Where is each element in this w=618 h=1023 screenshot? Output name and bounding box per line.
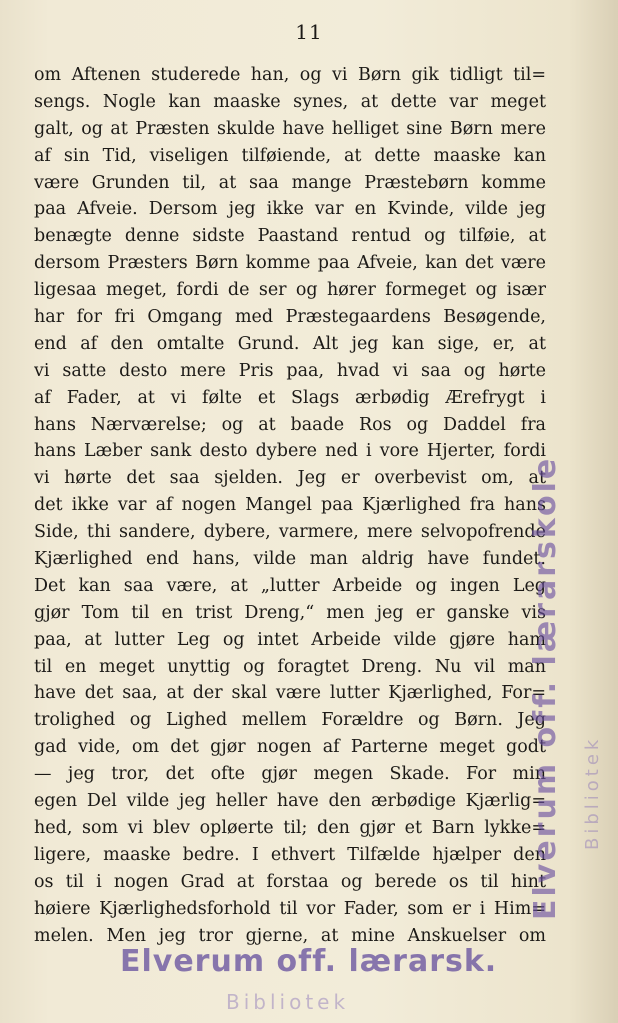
text-line: — jeg tror, det ofte gjør megen Skade. For min [34, 764, 546, 785]
text-line: melen. Men jeg tror gjerne, at mine Anskuelser om [34, 925, 546, 946]
text-line: hans Læber sank desto dybere ned i vore Hjerter, fordi [34, 441, 546, 462]
text-line: gad vide, om det gjør nogen af Parterne meget godt [34, 737, 546, 758]
text-line: gjør Tom til en trist Dreng,“ men jeg er ganske vis [34, 602, 546, 623]
text-line: os til i nogen Grad at forstaa og berede os til hint [34, 871, 546, 892]
text-line: paa Afveie. Dersom jeg ikke var en Kvinde, vilde jeg [34, 199, 546, 220]
text-line: end af den omtalte Grund. Alt jeg kan sige, er, at [34, 333, 546, 354]
text-line: vi satte desto mere Pris paa, hvad vi saa og hørte [34, 360, 546, 381]
text-line: galt, og at Præsten skulde have helliget sine Børn mere [34, 118, 546, 139]
text-line: vi hørte det saa sjelden. Jeg er overbevist om, at [34, 468, 546, 489]
text-line: Det kan saa være, at „lutter Arbeide og ingen Leg [34, 575, 546, 596]
text-line: høiere Kjærlighedsforhold til vor Fader, som er i Him= [34, 898, 546, 919]
text-line: trolighed og Lighed mellem Forældre og Børn. Jeg [34, 710, 546, 731]
text-line: benægte denne sidste Paastand rentud og tilføie, at [34, 226, 546, 247]
text-line: ligesaa meget, fordi de ser og hører formeget og især [34, 280, 546, 301]
text-line: hans Nærværelse; og at baade Ros og Daddel fra [34, 414, 546, 435]
text-line: dersom Præsters Børn komme paa Afveie, kan det være [34, 253, 546, 274]
text-line: have det saa, at der skal være lutter Kjærlighed, For= [34, 683, 546, 704]
text-line: hed, som vi blev opløerte til; den gjør et Barn lykke= [34, 817, 546, 838]
text-line: egen Del vilde jeg heller have den ærbødige Kjærlig= [34, 791, 546, 812]
library-stamp-vertical: Elverum off. lærarskole [528, 455, 563, 920]
text-line: det ikke var af nogen Mangel paa Kjærlighed fra hans [34, 495, 546, 516]
text-line: paa, at lutter Leg og intet Arbeide vilde gjøre ham [34, 629, 546, 650]
text-line: til en meget unyttig og foragtet Dreng. Nu vil man [34, 656, 546, 677]
text-line: Kjærlighed end hans, vilde man aldrig have fundet. [34, 549, 546, 570]
library-stamp-bottom-small: Bibliotek [226, 990, 350, 1014]
library-stamp-vertical-small: Bibliotek [582, 735, 603, 850]
text-line: om Aftenen studerede han, og vi Børn gik tidligt til= [34, 65, 546, 85]
text-line: være Grunden til, at saa mange Præstebørn komme [34, 172, 546, 193]
text-line: sengs. Nogle kan maaske synes, at dette var meget [34, 91, 546, 112]
text-line: af Fader, at vi følte et Slags ærbødig Ærefrygt i [34, 387, 546, 408]
text-line: ligere, maaske bedre. I ethvert Tilfælde hjælper den [34, 844, 546, 865]
text-line: har for fri Omgang med Præstegaardens Besøgende, [34, 307, 546, 328]
library-stamp-bottom: Elverum off. lærarsk. [120, 944, 498, 979]
page-number: 11 [295, 20, 323, 44]
text-line: Side, thi sandere, dybere, varmere, mere selvopofrende [34, 522, 546, 543]
text-line: af sin Tid, viseligen tilføiende, at dette maaske kan [34, 145, 546, 166]
body-text [34, 62, 546, 949]
